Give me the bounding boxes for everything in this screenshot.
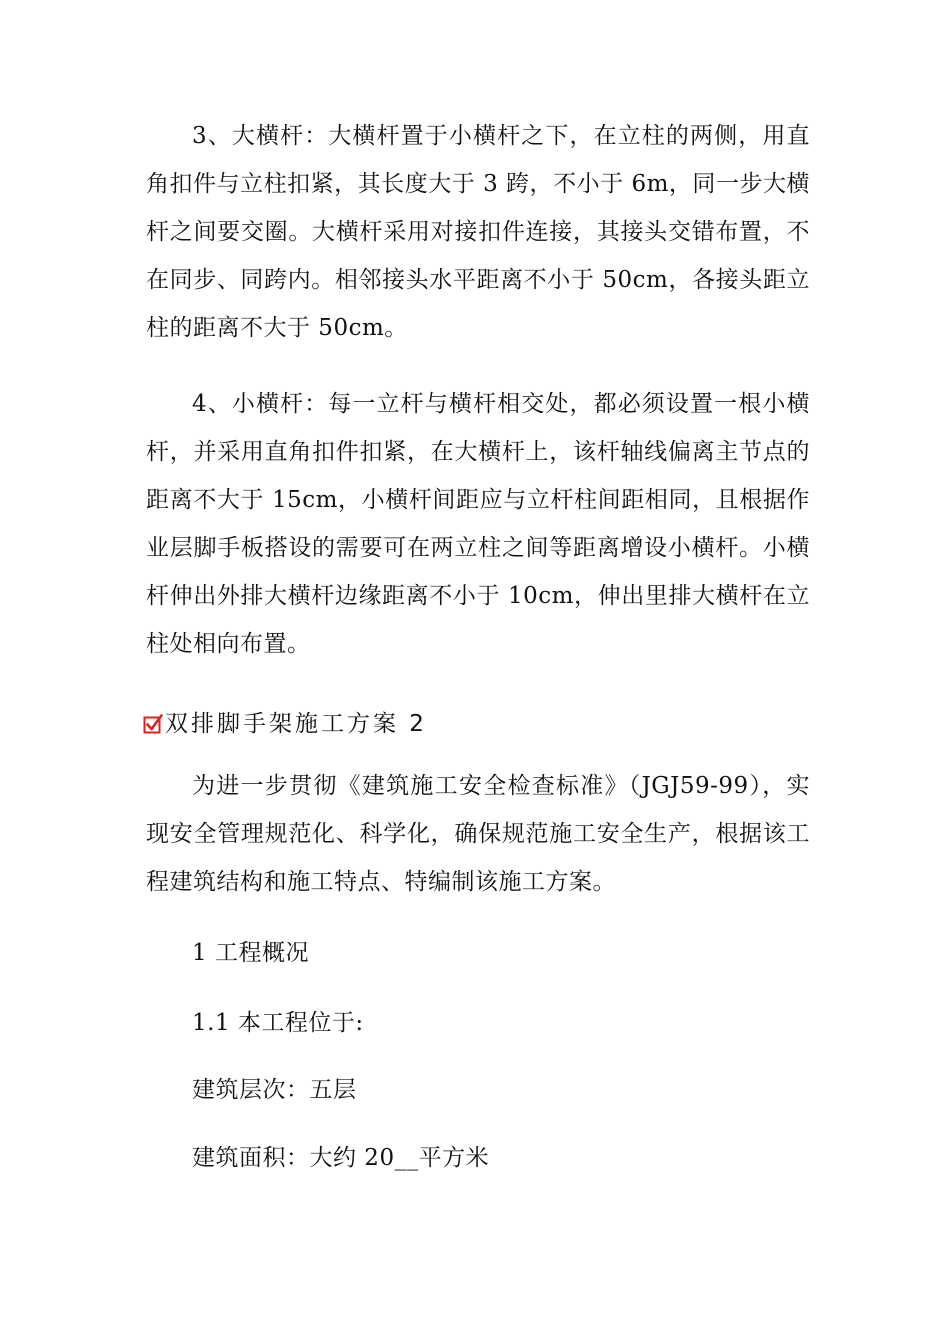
section-title-project-overview: 1 工程概况 [192, 940, 309, 966]
paragraph-small-crossbar: 4、小横杆：每一立杆与横杆相交处，都必须设置一根小横杆，并采用直角扣件扣紧，在大横杆上，该杆轴线偏离主节点的距离不大于 15cm，小横杆间距应与立杆柱间距相同，且根据作业层脚手板搭设的需要可在两立柱之间等距离增设小横杆。小横杆伸出外排大横杆边缘距离不小于 10cm，伸出里排大横杆在立柱处相向布置。 [146, 391, 810, 657]
building-floors: 建筑层次：五层 [192, 1077, 357, 1103]
paragraph-large-crossbar: 3、大横杆：大横杆置于小横杆之下，在立柱的两侧，用直角扣件与立柱扣紧，其长度大于 3 跨，不小于 6m，同一步大横杆之间要交圈。大横杆采用对接扣件连接，其接头交错布置，不在同步、同跨内。相邻接头水平距离不小于 50cm，各接头距立柱的距离不大于 50cm。 [146, 123, 810, 341]
checked-box-icon [143, 714, 163, 734]
building-area: 建筑面积：大约 20__平方米 [192, 1145, 490, 1171]
subsection-location: 1.1 本工程位于: [192, 1010, 364, 1036]
section-heading [143, 703, 427, 739]
paragraph-intro: 为进一步贯彻《建筑施工安全检查标准》（JGJ59-99），实现安全管理规范化、科学化，确保规范施工安全生产，根据该工程建筑结构和施工特点、特编制该施工方案。 [146, 773, 810, 895]
heading-title: 双排脚手架施工方案 2 [165, 710, 427, 737]
